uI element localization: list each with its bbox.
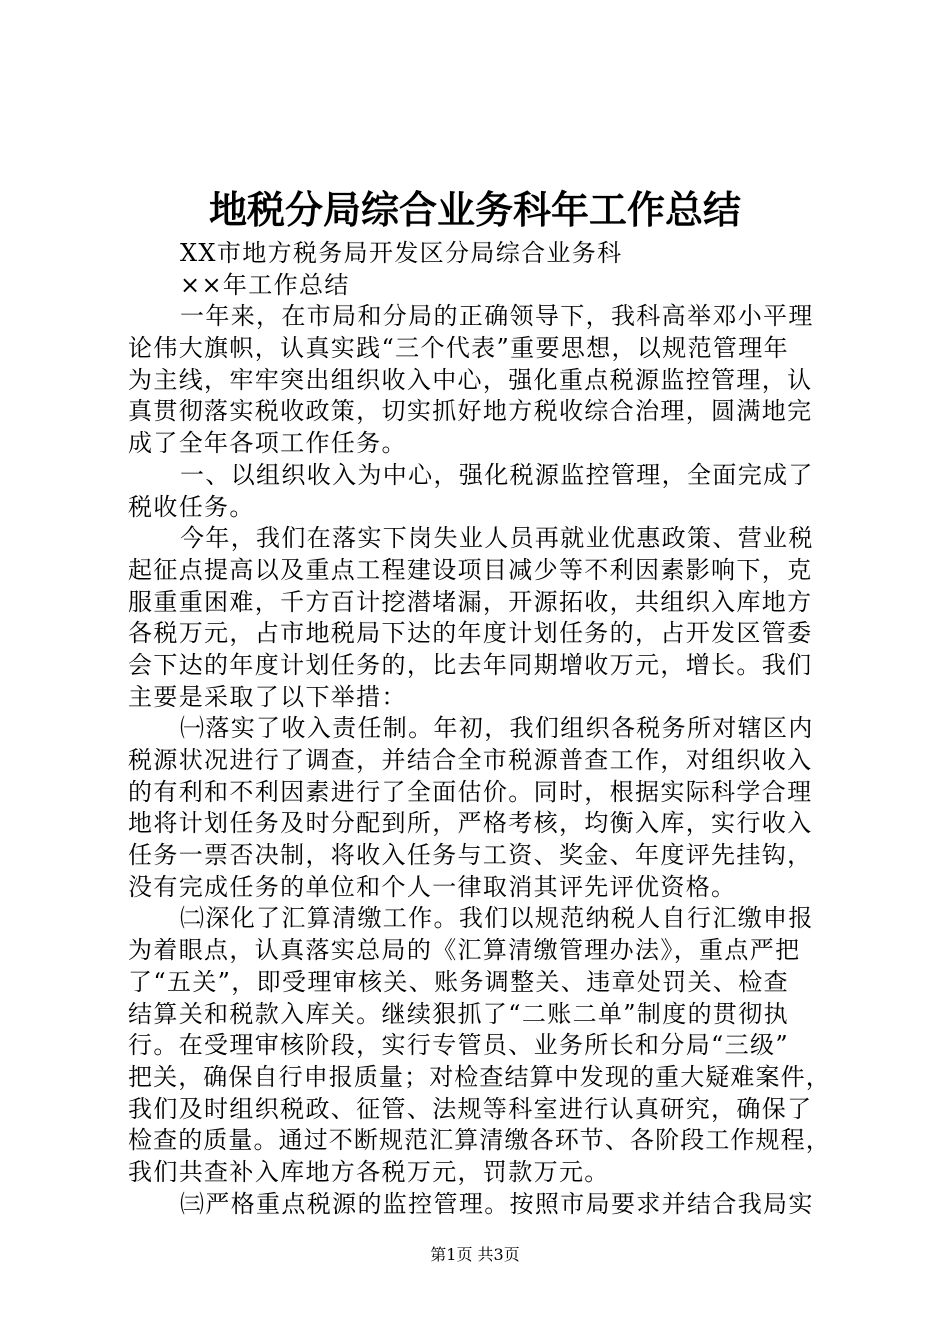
text-line: 为主线，牢牢突出组织收入中心，强化重点税源监控管理，认 <box>128 365 813 394</box>
text-line: 论伟大旗帜，认真实践“三个代表”重要思想，以规范管理年 <box>128 334 789 363</box>
text-line: 各税万元，占市地税局下达的年度计划任务的，占开发区管委 <box>128 619 813 648</box>
document-body <box>128 238 834 1220</box>
text-line: 检查的质量。通过不断规范汇算清缴各环节、各阶段工作规程， <box>128 1126 831 1155</box>
text-line: 了“五关”，即受理审核关、账务调整关、违章处罚关、检查 <box>128 967 789 996</box>
text-line: 任务一票否决制，将收入任务与工资、奖金、年度评先挂钩， <box>128 841 813 870</box>
text-line: 地将计划任务及时分配到所，严格考核，均衡入库，实行收入 <box>128 809 813 838</box>
text-line: 成了全年各项工作任务。 <box>128 429 407 458</box>
text-line: ㈠落实了收入责任制。年初，我们组织各税务所对辖区内 <box>180 714 814 743</box>
text-line: XX市地方税务局开发区分局综合业务科 <box>180 239 623 267</box>
text-line: 今年，我们在落实下岗失业人员再就业优惠政策、营业税 <box>180 524 814 553</box>
text-line: 主要是采取了以下举措： <box>128 682 407 711</box>
text-line: 为着眼点，认真落实总局的《汇算清缴管理办法》，重点严把 <box>128 936 801 965</box>
text-line: 一年来，在市局和分局的正确领导下，我科高举邓小平理 <box>180 302 814 331</box>
text-line: 税源状况进行了调查，并结合全市税源普查工作，对组织收入 <box>128 746 813 774</box>
text-line: 真贯彻落实税收政策，切实抓好地方税收综合治理，圆满地完 <box>128 397 813 426</box>
text-line: 结算关和税款入库关。继续狠抓了“二账二单”制度的贯彻执 <box>128 999 789 1028</box>
document-title: 地税分局综合业务科年工作总结 <box>208 188 741 232</box>
text-line: ××年工作总结 <box>180 270 350 299</box>
text-line: 把关，确保自行申报质量；对检查结算中发现的重大疑难案件， <box>128 1062 831 1091</box>
text-line: 没有完成任务的单位和个人一律取消其评先评优资格。 <box>128 872 737 901</box>
text-line: 行。在受理审核阶段，实行专管员、业务所长和分局“三级” <box>128 1031 789 1060</box>
page-footer: 第1页 共3页 <box>430 1245 520 1264</box>
text-line: 的有利和不利因素进行了全面估价。同时，根据实际科学合理 <box>128 777 813 806</box>
text-line: 我们共查补入库地方各税万元，罚款万元。 <box>128 1157 610 1186</box>
text-line: ㈡深化了汇算清缴工作。我们以规范纳税人自行汇缴申报 <box>180 904 814 933</box>
text-line: 服重重困难，千方百计挖潜堵漏，开源拓收，共组织入库地方 <box>128 587 813 616</box>
text-line: 起征点提高以及重点工程建设项目减少等不利因素影响下，克 <box>128 555 813 584</box>
text-line: 税收任务。 <box>128 492 255 521</box>
text-line: 一、以组织收入为中心，强化税源监控管理，全面完成了 <box>180 460 814 489</box>
text-line: ㈢严格重点税源的监控管理。按照市局要求并结合我局实 <box>180 1189 814 1218</box>
text-line: 我们及时组织税政、征管、法规等科室进行认真研究，确保了 <box>128 1094 813 1123</box>
text-line: 会下达的年度计划任务的，比去年同期增收万元，增长。我们 <box>128 650 813 679</box>
